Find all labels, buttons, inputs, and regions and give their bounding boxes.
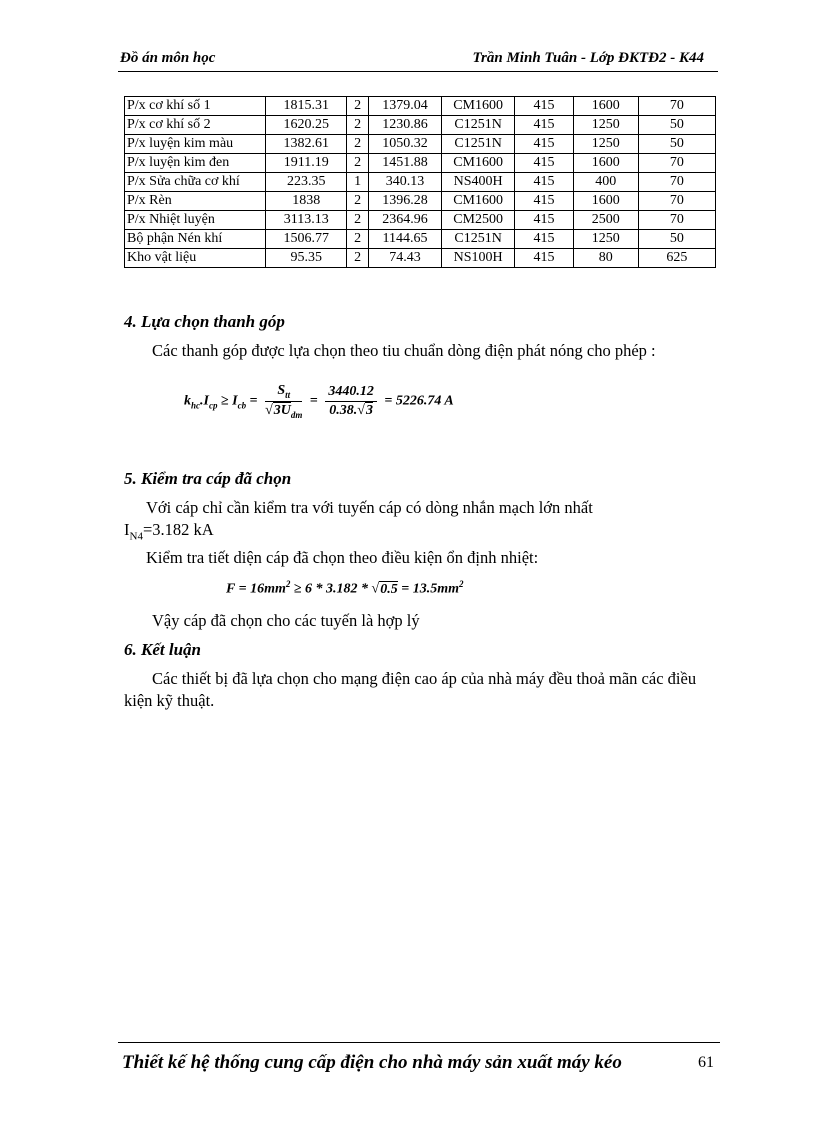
table-cell: CM2500 bbox=[442, 211, 515, 230]
table-cell: 2 bbox=[347, 116, 369, 135]
table-cell-name: Bộ phận Nén khí bbox=[125, 230, 266, 249]
table-cell: 415 bbox=[515, 173, 574, 192]
page-header bbox=[118, 48, 718, 70]
table-cell: 1911.19 bbox=[266, 154, 347, 173]
eq5-rhs: = 13.5mm bbox=[397, 581, 459, 597]
substation-table bbox=[124, 96, 716, 268]
table-row bbox=[125, 249, 716, 268]
table-row bbox=[125, 97, 716, 116]
section5-text1-content: Với cáp chỉ cần kiểm tra với tuyến cáp có dòng nhắn mạch lớn nhất bbox=[146, 498, 593, 517]
table-cell: 74.43 bbox=[368, 249, 441, 268]
table-cell: 70 bbox=[638, 211, 715, 230]
eq5-mid: ≥ 6 * 3.182 * bbox=[290, 581, 372, 597]
table-cell: 2364.96 bbox=[368, 211, 441, 230]
eq-k-sub: hc bbox=[191, 400, 200, 411]
eq-I2: I bbox=[232, 393, 238, 409]
table-cell: 70 bbox=[638, 97, 715, 116]
section5-text3 bbox=[124, 610, 718, 632]
table-cell: 1396.28 bbox=[368, 192, 441, 211]
footer-title: Thiết kế hệ thống cung cấp điện cho nhà máy sản xuất máy kéo bbox=[122, 1052, 622, 1073]
table-cell: 1451.88 bbox=[368, 154, 441, 173]
table-cell: 400 bbox=[573, 173, 638, 192]
eq-den2: 0.38. bbox=[329, 402, 358, 418]
table-cell: 1600 bbox=[573, 97, 638, 116]
table-cell: NS100H bbox=[442, 249, 515, 268]
table-cell-name: P/x luyện kim đen bbox=[125, 154, 266, 173]
header-right: Trần Minh Tuân - Lớp ĐKTĐ2 - K44 bbox=[472, 50, 704, 66]
table-cell: 50 bbox=[638, 116, 715, 135]
table-cell: 1250 bbox=[573, 230, 638, 249]
eq-fraction-1 bbox=[265, 383, 302, 420]
section4-equation bbox=[184, 383, 454, 420]
eq-dot: . bbox=[200, 393, 204, 409]
table-cell-name: P/x cơ khí số 2 bbox=[125, 116, 266, 135]
table-cell-name: P/x Sửa chữa cơ khí bbox=[125, 173, 266, 192]
eq-cp-sub: cp bbox=[208, 400, 218, 411]
table-cell: 50 bbox=[638, 135, 715, 154]
table-cell: 1815.31 bbox=[266, 97, 347, 116]
section6-heading: 6. Kết luận bbox=[124, 640, 201, 659]
table-cell: 2 bbox=[347, 211, 369, 230]
table-cell: CM1600 bbox=[442, 192, 515, 211]
table-cell: 1379.04 bbox=[368, 97, 441, 116]
eq-den2-sqrt: 3 bbox=[365, 402, 373, 418]
eq5-sup2: 2 bbox=[458, 579, 464, 589]
eq-I: I bbox=[203, 393, 209, 409]
table-cell: 2 bbox=[347, 154, 369, 173]
table-cell: 2 bbox=[347, 192, 369, 211]
table-cell: 70 bbox=[638, 154, 715, 173]
table-cell: 1382.61 bbox=[266, 135, 347, 154]
page-number: 61 bbox=[698, 1054, 714, 1071]
eq-cb-sub: cb bbox=[237, 400, 247, 411]
table-cell: CM1600 bbox=[442, 154, 515, 173]
table-cell: 2 bbox=[347, 230, 369, 249]
table-cell: 2 bbox=[347, 249, 369, 268]
table-cell: 1506.77 bbox=[266, 230, 347, 249]
table-cell: 95.35 bbox=[266, 249, 347, 268]
section5-text2-content: Kiểm tra tiết diện cáp đã chọn theo điều kiện ổn định nhiệt: bbox=[146, 548, 539, 567]
section5-text1b bbox=[124, 519, 718, 547]
table-cell: 340.13 bbox=[368, 173, 441, 192]
eq5-lhs: F = 16mm bbox=[226, 581, 286, 597]
section6-text bbox=[124, 668, 718, 712]
eq-num1: S bbox=[277, 383, 286, 398]
table-cell: 2 bbox=[347, 135, 369, 154]
table-cell-name: P/x luyện kim màu bbox=[125, 135, 266, 154]
table-cell: 50 bbox=[638, 230, 715, 249]
table-cell: 2500 bbox=[573, 211, 638, 230]
section5-text1 bbox=[124, 497, 718, 519]
section5-equation: $F = 16mm^2 \ge 6 * 3.182 * √0.5 = 13.5mm^2$ bbox=[226, 579, 464, 597]
table-cell: 415 bbox=[515, 230, 574, 249]
table-cell: 415 bbox=[515, 116, 574, 135]
table-cell: 1250 bbox=[573, 135, 638, 154]
table-cell-name: P/x Rèn bbox=[125, 192, 266, 211]
eq5-sqrt: 0.5 bbox=[380, 581, 398, 597]
section5-I-sub: N4 bbox=[129, 530, 143, 543]
table-cell: 2 bbox=[347, 97, 369, 116]
eq-equals-1: = bbox=[249, 393, 258, 409]
table-cell: NS400H bbox=[442, 173, 515, 192]
eq-num1-sub: tt bbox=[285, 389, 291, 400]
table-cell-name: P/x cơ khí số 1 bbox=[125, 97, 266, 116]
table-cell: CM1600 bbox=[442, 97, 515, 116]
section5-heading: 5. Kiểm tra cáp đã chọn bbox=[124, 469, 292, 488]
table-cell: 1050.32 bbox=[368, 135, 441, 154]
table-cell: 625 bbox=[638, 249, 715, 268]
table-row bbox=[125, 154, 716, 173]
table-row bbox=[125, 173, 716, 192]
header-rule bbox=[118, 71, 718, 72]
section5-I: I bbox=[124, 520, 130, 539]
table-cell: 1838 bbox=[266, 192, 347, 211]
section5-text2 bbox=[124, 547, 718, 569]
eq-den1-sub: dm bbox=[290, 409, 303, 420]
table-cell-name: Kho vật liệu bbox=[125, 249, 266, 268]
table-row bbox=[125, 211, 716, 230]
table-row bbox=[125, 116, 716, 135]
table-cell: 1620.25 bbox=[266, 116, 347, 135]
table-row bbox=[125, 135, 716, 154]
section6-text-content: Các thiết bị đã lựa chọn cho mạng điện cao áp của nhà máy đều thoả mãn các điều kiện kỹ thuật. bbox=[124, 669, 697, 710]
table-cell: 3113.13 bbox=[266, 211, 347, 230]
table-cell: 1250 bbox=[573, 116, 638, 135]
section5-I-value: =3.182 kA bbox=[142, 520, 214, 539]
eq-k: k bbox=[184, 393, 191, 409]
eq-den1: 3U bbox=[273, 402, 291, 418]
table-row bbox=[125, 192, 716, 211]
table-cell: 415 bbox=[515, 135, 574, 154]
table-cell: 70 bbox=[638, 192, 715, 211]
eq-equals-2: = bbox=[309, 393, 318, 409]
table-cell: 1 bbox=[347, 173, 369, 192]
eq-fraction-2: $\frac{3440.12}{0.38.√3}$ bbox=[325, 384, 377, 419]
eq5-sup1: 2 bbox=[285, 579, 291, 589]
table-cell: 415 bbox=[515, 211, 574, 230]
footer-rule bbox=[118, 1042, 720, 1043]
table-cell: 70 bbox=[638, 173, 715, 192]
section4-text-content: Các thanh góp được lựa chọn theo tiu chuẩn dòng điện phát nóng cho phép : bbox=[152, 341, 656, 360]
section4-heading: 4. Lựa chọn thanh góp bbox=[124, 312, 285, 331]
table-cell: 80 bbox=[573, 249, 638, 268]
table-cell: 1600 bbox=[573, 192, 638, 211]
table-cell: C1251N bbox=[442, 116, 515, 135]
table-cell: C1251N bbox=[442, 135, 515, 154]
header-left: Đồ án môn học bbox=[120, 50, 216, 66]
table-cell: 223.35 bbox=[266, 173, 347, 192]
table-cell: 415 bbox=[515, 97, 574, 116]
eq-num2: 3440.12 bbox=[325, 384, 377, 402]
table-cell: 415 bbox=[515, 249, 574, 268]
section4-text bbox=[124, 340, 718, 362]
table-cell: C1251N bbox=[442, 230, 515, 249]
eq-sqrt-sign: √ bbox=[265, 402, 273, 418]
table-cell: 1230.86 bbox=[368, 116, 441, 135]
table-cell: 415 bbox=[515, 154, 574, 173]
table-cell-name: P/x Nhiệt luyện bbox=[125, 211, 266, 230]
table-cell: 1144.65 bbox=[368, 230, 441, 249]
table-cell: 1600 bbox=[573, 154, 638, 173]
eq-geq: ≥ bbox=[220, 393, 229, 409]
eq-result: = 5226.74 A bbox=[384, 393, 454, 409]
table-row bbox=[125, 230, 716, 249]
section5-text3-content: Vậy cáp đã chọn cho các tuyến là hợp lý bbox=[152, 611, 420, 630]
table-cell: 415 bbox=[515, 192, 574, 211]
